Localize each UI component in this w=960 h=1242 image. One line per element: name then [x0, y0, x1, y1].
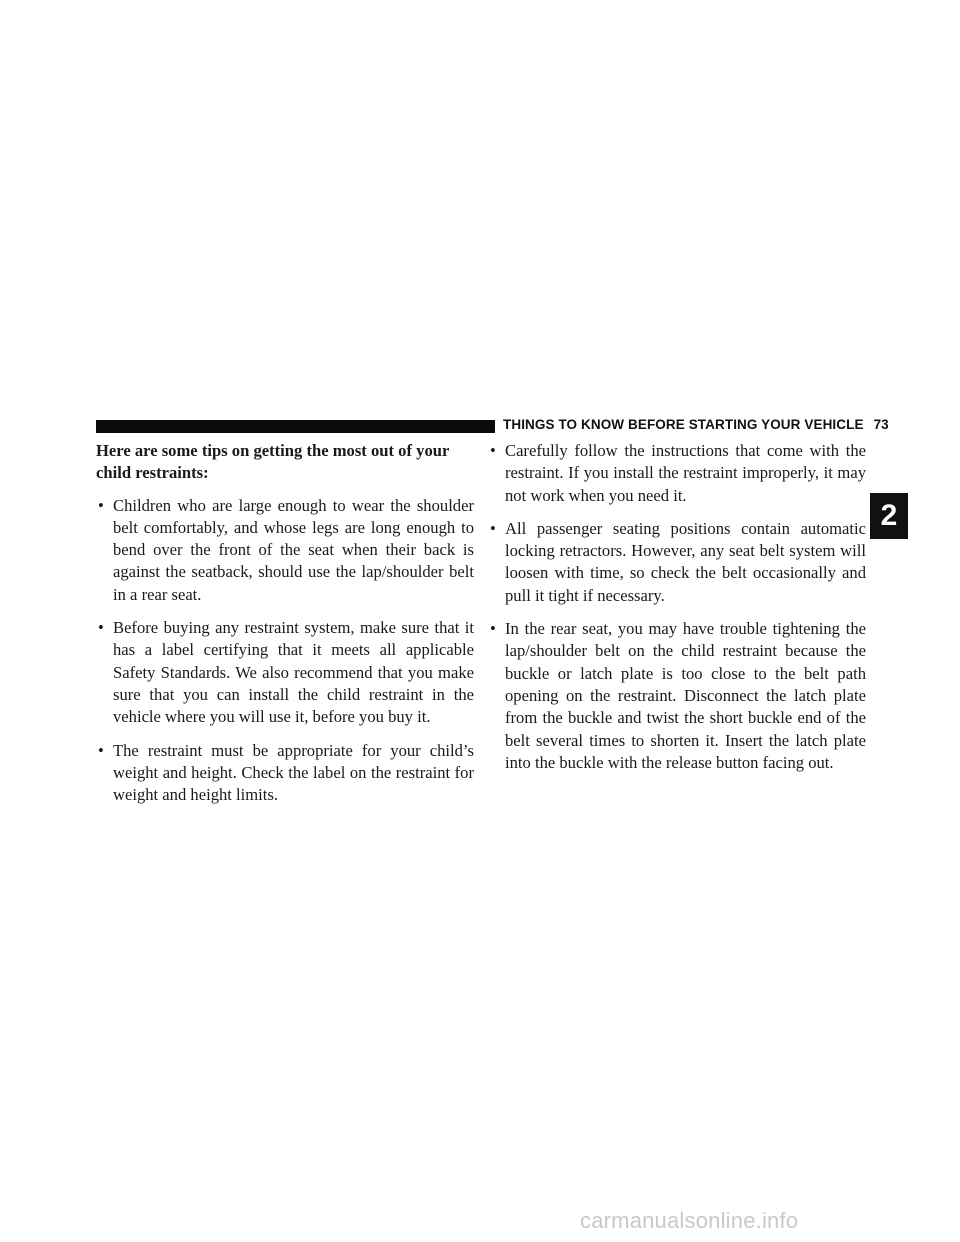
list-item [488, 518, 866, 607]
list-item [96, 617, 474, 728]
left-column [96, 440, 474, 817]
list-item-text: In the rear seat, you may have trouble tightening the lap/shoulder belt on the child restraint because the buckle or latch plate is too close to the belt path opening on the restraint. Disconnect the latch plate from the buckle and twist the short buckle end of the belt several times to shorten it. Insert the latch plate into the buckle with the release button facing out. [505, 619, 866, 772]
bullet-icon: • [490, 518, 496, 538]
list-item [96, 495, 474, 606]
header-rule [96, 420, 495, 433]
watermark: carmanualsonline.info [580, 1208, 799, 1233]
bullet-icon: • [98, 740, 104, 760]
chapter-tab: 2 [870, 493, 908, 539]
section-title: THINGS TO KNOW BEFORE STARTING YOUR VEHICLE [503, 417, 864, 432]
right-column [488, 440, 866, 785]
bullet-icon: • [490, 441, 496, 460]
list-item-text: The restraint must be appropriate for your child’s weight and height. Check the label on the restraint for weight and height limits. [113, 740, 474, 805]
list-item [96, 740, 474, 807]
bullet-icon: • [98, 495, 104, 515]
intro-heading: Here are some tips on getting the most out of your child restraints: [96, 441, 450, 483]
list-item-text: Children who are large enough to wear the shoulder belt comfortably, and whose legs are long enough to bend over the front of the seat when their back is against the seatback, should use the lap/shoulder belt in a rear seat. [113, 495, 474, 604]
list-item-text: All passenger seating positions contain automatic locking retractors. However, any seat belt system will loosen with time, so check the belt occasionally and pull it tight if necessary. [505, 518, 866, 605]
bullet-icon: • [490, 619, 496, 639]
list-item-text: Carefully follow the instructions that come with the restraint. If you install the restraint improperly, it may not work when you need it. [505, 441, 866, 505]
page-number: 73 [873, 417, 889, 432]
list-item [488, 440, 866, 507]
running-header [503, 417, 889, 432]
bullet-icon: • [98, 618, 104, 638]
list-item-text: Before buying any restraint system, make sure that it has a label certifying that it meets all applicable Safety Standards. We also recommend that you make sure that you can install the child restraint in the vehicle where you will use it, before you buy it. [113, 618, 474, 727]
list-item [488, 618, 866, 774]
